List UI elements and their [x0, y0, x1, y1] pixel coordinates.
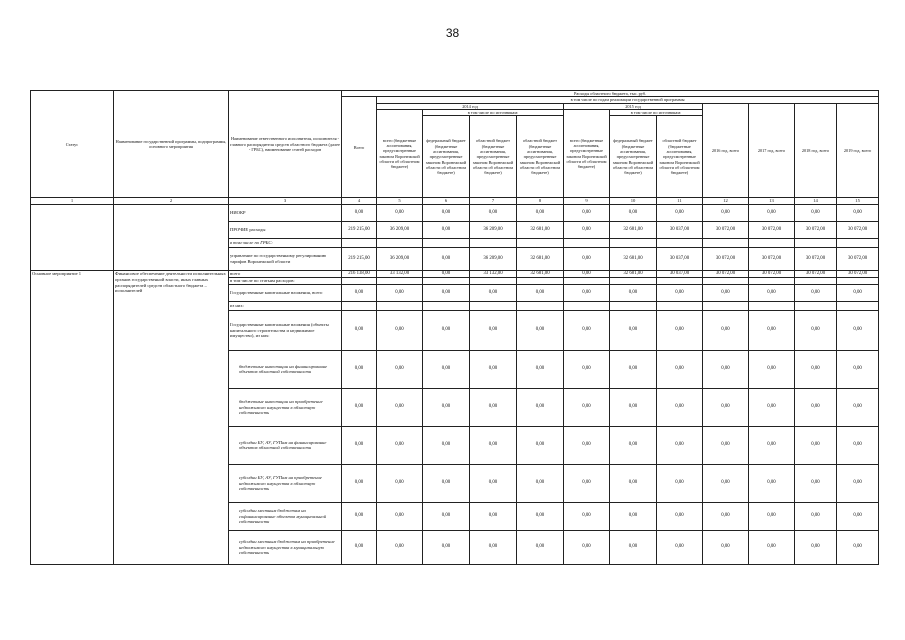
value-cell: 30 072,00: [837, 222, 879, 239]
value-cell: 0,00: [837, 284, 879, 301]
value-cell: 0,00: [377, 284, 423, 301]
value-cell: [795, 301, 837, 310]
value-cell: 0,00: [610, 205, 657, 222]
column-number: 10: [610, 198, 657, 205]
table-row: [31, 205, 879, 222]
value-cell: [342, 301, 377, 310]
value-cell: 0,00: [657, 502, 703, 530]
row-label: в том числе по ГРБС:: [229, 239, 342, 248]
value-cell: [517, 239, 564, 248]
value-cell: 0,00: [517, 426, 564, 464]
value-cell: 33 132,00: [470, 271, 517, 278]
header-2014-total: всего (бюджетные ассигнования, предусмотренные законом Воронежской области об областном бюджете): [377, 110, 423, 198]
row-label: субсидии местным бюджетам на приобретение недвижимого имущества в муниципальную собственность: [229, 530, 342, 564]
value-cell: 32 681,00: [610, 271, 657, 278]
value-cell: 0,00: [564, 310, 610, 350]
header-2014-regional-b: областной бюджет (бюджетные ассигнования, предусмотренные законом Воронежской области об областном бюджете): [517, 116, 564, 198]
value-cell: 0,00: [837, 426, 879, 464]
value-cell: 0,00: [703, 464, 749, 502]
row-label: бюджетные инвестиции на приобретение недвижимого имущества в областную собственность: [229, 388, 342, 426]
value-cell: 0,00: [703, 284, 749, 301]
value-cell: 0,00: [470, 310, 517, 350]
value-cell: [470, 239, 517, 248]
value-cell: [837, 278, 879, 285]
value-cell: 0,00: [610, 426, 657, 464]
value-cell: 0,00: [377, 426, 423, 464]
column-number: 3: [229, 198, 342, 205]
value-cell: 33 132,00: [377, 271, 423, 278]
value-cell: 0,00: [423, 388, 470, 426]
value-cell: 0,00: [342, 350, 377, 388]
header-2018: 2018 год, всего: [795, 103, 837, 198]
value-cell: [657, 301, 703, 310]
value-cell: 0,00: [610, 502, 657, 530]
value-cell: [610, 301, 657, 310]
value-cell: [703, 239, 749, 248]
value-cell: 0,00: [342, 426, 377, 464]
header-2014-federal: федеральный бюджет (бюджетные ассигнования, предусмотренные законом Воронежской области об областном бюджете): [423, 116, 470, 198]
value-cell: 0,00: [342, 205, 377, 222]
value-cell: 0,00: [423, 350, 470, 388]
value-cell: 0,00: [470, 426, 517, 464]
value-cell: 0,00: [703, 350, 749, 388]
value-cell: [564, 239, 610, 248]
value-cell: 0,00: [564, 284, 610, 301]
value-cell: 0,00: [470, 464, 517, 502]
header-2019: 2019 год, всего: [837, 103, 879, 198]
value-cell: [517, 301, 564, 310]
value-cell: [749, 239, 795, 248]
value-cell: 0,00: [517, 284, 564, 301]
value-cell: 0,00: [837, 205, 879, 222]
value-cell: 0,00: [423, 502, 470, 530]
value-cell: [377, 239, 423, 248]
column-number: 4: [342, 198, 377, 205]
header-total: Всего: [342, 97, 377, 198]
value-cell: 0,00: [423, 205, 470, 222]
value-cell: 32 681,00: [610, 222, 657, 239]
value-cell: 0,00: [837, 350, 879, 388]
column-number: 7: [470, 198, 517, 205]
value-cell: 0,00: [795, 350, 837, 388]
header-status: Статус: [31, 91, 114, 198]
column-number: 9: [564, 198, 610, 205]
program-cell-empty: [114, 205, 229, 271]
value-cell: 0,00: [795, 205, 837, 222]
value-cell: [423, 239, 470, 248]
value-cell: [610, 278, 657, 285]
value-cell: 0,00: [377, 205, 423, 222]
row-label: Государственные капитальные вложения, всего: [229, 284, 342, 301]
value-cell: 36 209,00: [377, 222, 423, 239]
header-2014-sources: в том числе по источникам:: [423, 110, 564, 116]
value-cell: 0,00: [564, 350, 610, 388]
value-cell: 0,00: [517, 502, 564, 530]
value-cell: [703, 301, 749, 310]
value-cell: 30 072,00: [749, 222, 795, 239]
value-cell: 0,00: [342, 502, 377, 530]
value-cell: [703, 278, 749, 285]
value-cell: 0,00: [837, 464, 879, 502]
value-cell: 0,00: [377, 310, 423, 350]
value-cell: 0,00: [610, 530, 657, 564]
value-cell: [564, 278, 610, 285]
value-cell: 0,00: [517, 530, 564, 564]
value-cell: 0,00: [703, 530, 749, 564]
value-cell: 0,00: [423, 464, 470, 502]
row-label: субсидии БУ, АУ, ГУПам на приобретение недвижимого имущества в областную собственность: [229, 464, 342, 502]
column-number-row: [31, 198, 879, 205]
value-cell: 0,00: [610, 284, 657, 301]
value-cell: 0,00: [749, 502, 795, 530]
value-cell: 0,00: [795, 426, 837, 464]
value-cell: 30 072,00: [749, 271, 795, 278]
value-cell: 0,00: [517, 388, 564, 426]
value-cell: 0,00: [564, 530, 610, 564]
value-cell: [517, 278, 564, 285]
value-cell: 30 072,00: [795, 248, 837, 271]
value-cell: 0,00: [423, 426, 470, 464]
value-cell: [610, 239, 657, 248]
column-number: 15: [837, 198, 879, 205]
value-cell: 216 138,00: [342, 271, 377, 278]
value-cell: 32 681,00: [517, 271, 564, 278]
value-cell: 0,00: [610, 350, 657, 388]
value-cell: 0,00: [703, 310, 749, 350]
header-2015-total: всего (бюджетные ассигнования, предусмотренные законом Воронежской области об областном бюджете): [564, 110, 610, 198]
value-cell: 0,00: [657, 284, 703, 301]
main-event-status: Основное мероприятие 1: [31, 271, 114, 565]
value-cell: 0,00: [837, 388, 879, 426]
value-cell: 0,00: [749, 530, 795, 564]
value-cell: 0,00: [703, 205, 749, 222]
value-cell: 0,00: [837, 530, 879, 564]
value-cell: 0,00: [377, 502, 423, 530]
value-cell: 0,00: [703, 388, 749, 426]
value-cell: 0,00: [795, 284, 837, 301]
header-2015-federal: федеральный бюджет (бюджетные ассигнования, предусмотренные законом Воронежской области об областном бюджете): [610, 116, 657, 198]
column-number: 8: [517, 198, 564, 205]
value-cell: 0,00: [517, 464, 564, 502]
value-cell: 219 215,00: [342, 248, 377, 271]
value-cell: 0,00: [517, 205, 564, 222]
value-cell: 0,00: [657, 464, 703, 502]
row-label: субсидии БУ, АУ, ГУПам на финансирование объектов областной собственности: [229, 426, 342, 464]
value-cell: 0,00: [795, 502, 837, 530]
value-cell: 0,00: [795, 388, 837, 426]
column-number: 12: [703, 198, 749, 205]
value-cell: [795, 239, 837, 248]
value-cell: 0,00: [377, 530, 423, 564]
row-label: в том числе по статьям расходов:: [229, 278, 342, 285]
header-2017: 2017 год, всего: [749, 103, 795, 198]
header-2015-regional: областной бюджет (бюджетные ассигнования, предусмотренные законом Воронежской области об областном бюджете): [657, 116, 703, 198]
header-year-2015: 2015 год: [564, 103, 703, 109]
value-cell: 36 209,00: [470, 222, 517, 239]
value-cell: [657, 239, 703, 248]
value-cell: 0,00: [564, 248, 610, 271]
value-cell: 0,00: [749, 464, 795, 502]
value-cell: 0,00: [342, 530, 377, 564]
value-cell: 0,00: [470, 530, 517, 564]
page-number: 38: [445, 26, 460, 40]
value-cell: [423, 301, 470, 310]
value-cell: [470, 301, 517, 310]
value-cell: 0,00: [564, 222, 610, 239]
column-number: 14: [795, 198, 837, 205]
header-2015-sources: в том числе по источникам:: [610, 110, 703, 116]
row-label: управление по государственному регулированию тарифов Воронежской области: [229, 248, 342, 271]
value-cell: [470, 278, 517, 285]
value-cell: 0,00: [517, 310, 564, 350]
value-cell: 0,00: [342, 388, 377, 426]
value-cell: 0,00: [470, 502, 517, 530]
value-cell: 0,00: [470, 388, 517, 426]
column-number: 1: [31, 198, 114, 205]
value-cell: 30 072,00: [795, 222, 837, 239]
value-cell: 0,00: [423, 222, 470, 239]
value-cell: 0,00: [342, 310, 377, 350]
value-cell: 0,00: [657, 205, 703, 222]
budget-table: [30, 90, 879, 565]
column-number: 11: [657, 198, 703, 205]
value-cell: 0,00: [749, 310, 795, 350]
value-cell: 219 215,00: [342, 222, 377, 239]
value-cell: [837, 301, 879, 310]
row-label: из них:: [229, 301, 342, 310]
value-cell: 0,00: [703, 502, 749, 530]
value-cell: 0,00: [610, 310, 657, 350]
value-cell: [749, 278, 795, 285]
value-cell: [377, 301, 423, 310]
value-cell: 30 072,00: [703, 248, 749, 271]
value-cell: 0,00: [423, 530, 470, 564]
header-program-name: Наименование государственной программы, подпрограммы, основного мероприятия: [114, 91, 229, 198]
value-cell: 0,00: [795, 310, 837, 350]
value-cell: 0,00: [795, 530, 837, 564]
value-cell: [837, 239, 879, 248]
value-cell: 30 072,00: [795, 271, 837, 278]
value-cell: 0,00: [657, 350, 703, 388]
value-cell: 0,00: [377, 388, 423, 426]
value-cell: 30 072,00: [703, 222, 749, 239]
value-cell: 0,00: [657, 530, 703, 564]
value-cell: 0,00: [657, 388, 703, 426]
value-cell: 30 037,00: [657, 271, 703, 278]
value-cell: 0,00: [564, 464, 610, 502]
value-cell: [342, 239, 377, 248]
value-cell: 30 072,00: [703, 271, 749, 278]
value-cell: 0,00: [342, 464, 377, 502]
header-2016: 2016 год, всего: [703, 103, 749, 198]
value-cell: 0,00: [517, 350, 564, 388]
row-label: бюджетные инвестиции на финансирование объектов областной собственности: [229, 350, 342, 388]
value-cell: 30 072,00: [749, 248, 795, 271]
header-2014-regional: областной бюджет (бюджетные ассигнования, предусмотренные законом Воронежской области об областном бюджете): [470, 116, 517, 198]
value-cell: 0,00: [703, 426, 749, 464]
value-cell: 0,00: [564, 388, 610, 426]
value-cell: 0,00: [657, 310, 703, 350]
value-cell: 0,00: [749, 350, 795, 388]
row-label: всего: [229, 271, 342, 278]
main-event-name: Финансовое обеспечение деятельности исполнительных органов государственной власти, иных главных распорядителей средств областного бюджета – исполнителей: [114, 271, 229, 565]
value-cell: [795, 278, 837, 285]
value-cell: 0,00: [610, 464, 657, 502]
value-cell: 0,00: [795, 464, 837, 502]
table-row: [31, 271, 879, 278]
value-cell: 0,00: [423, 271, 470, 278]
value-cell: 0,00: [610, 388, 657, 426]
value-cell: 0,00: [657, 426, 703, 464]
header-year-2014: 2014 год: [377, 103, 564, 109]
value-cell: [377, 278, 423, 285]
value-cell: 30 037,00: [657, 222, 703, 239]
value-cell: 0,00: [423, 284, 470, 301]
value-cell: 0,00: [342, 284, 377, 301]
value-cell: 0,00: [470, 350, 517, 388]
column-number: 13: [749, 198, 795, 205]
value-cell: 36 209,00: [470, 248, 517, 271]
value-cell: 0,00: [749, 284, 795, 301]
row-label: Государственные капитальные вложения (объекты капитального строительства и недвижимое имущество), из них:: [229, 310, 342, 350]
value-cell: 0,00: [749, 205, 795, 222]
value-cell: 30 072,00: [837, 248, 879, 271]
value-cell: [749, 301, 795, 310]
value-cell: 0,00: [423, 310, 470, 350]
value-cell: 0,00: [470, 205, 517, 222]
value-cell: 32 681,00: [610, 248, 657, 271]
value-cell: [657, 278, 703, 285]
value-cell: 32 681,00: [517, 248, 564, 271]
value-cell: 0,00: [564, 502, 610, 530]
value-cell: 0,00: [749, 426, 795, 464]
value-cell: 0,00: [377, 464, 423, 502]
value-cell: 30 072,00: [837, 271, 879, 278]
value-cell: [342, 278, 377, 285]
value-cell: 0,00: [564, 205, 610, 222]
row-label: НИОКР: [229, 205, 342, 222]
value-cell: 0,00: [837, 502, 879, 530]
value-cell: 0,00: [377, 350, 423, 388]
value-cell: [423, 278, 470, 285]
value-cell: 0,00: [749, 388, 795, 426]
header-expenses-subtitle: в том числе по годам реализации государственной программы: [377, 97, 879, 103]
value-cell: 0,00: [564, 271, 610, 278]
header-executor: Наименование ответственного исполнителя, исполнителя - главного распорядителя средств областного бюджета (далее - ГРБС), наименование статей расходов: [229, 91, 342, 198]
value-cell: 36 209,00: [377, 248, 423, 271]
row-label: субсидии местным бюджетам на софинансирование объектов муниципальной собственности: [229, 502, 342, 530]
column-number: 5: [377, 198, 423, 205]
value-cell: 0,00: [837, 310, 879, 350]
row-label: ПРОЧИЕ расходы: [229, 222, 342, 239]
status-cell-empty: [31, 205, 114, 271]
column-number: 2: [114, 198, 229, 205]
value-cell: 0,00: [470, 284, 517, 301]
header-expenses-title: Расходы областного бюджета, тыс. руб.: [342, 91, 879, 97]
column-number: 6: [423, 198, 470, 205]
value-cell: 30 037,00: [657, 248, 703, 271]
value-cell: 32 681,00: [517, 222, 564, 239]
value-cell: [564, 301, 610, 310]
value-cell: 0,00: [423, 248, 470, 271]
value-cell: 0,00: [564, 426, 610, 464]
